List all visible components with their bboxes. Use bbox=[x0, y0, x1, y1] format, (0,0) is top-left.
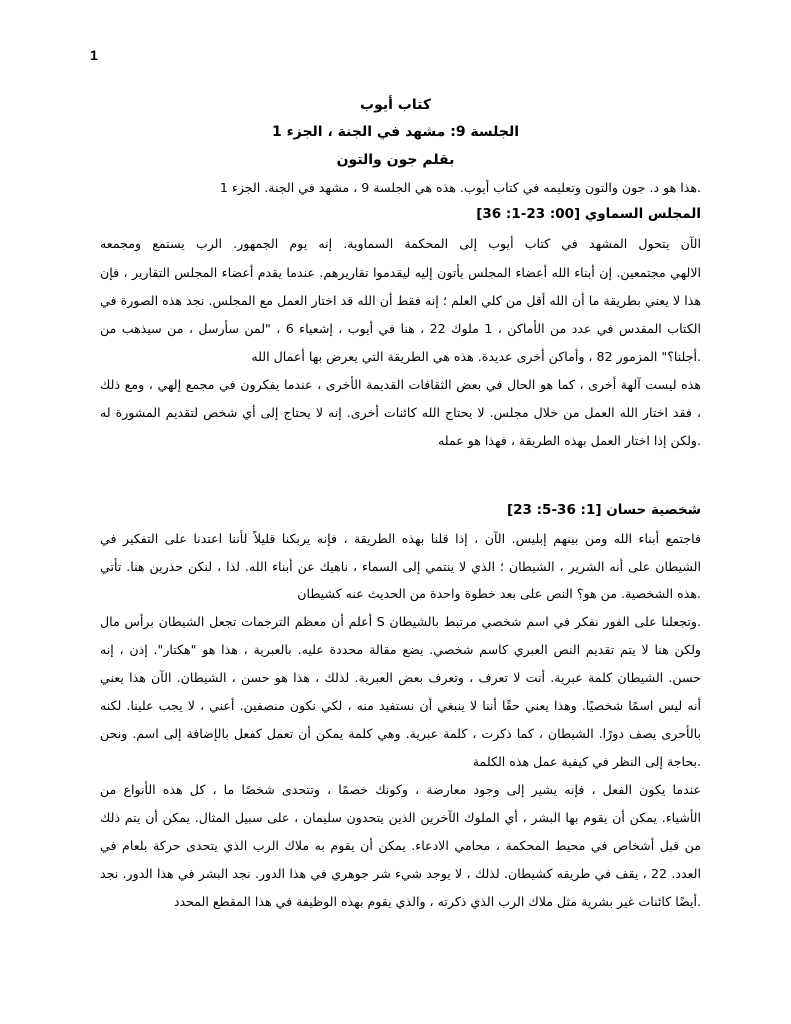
paragraph-line: العدد. 22 ، يقف في طريقه كشيطان. لذلك ، لا يوجد شيء شر جوهري في هذا الدور. نجد البشر في هذا الدور. نجد bbox=[100, 866, 701, 881]
paragraph-line: ، فقد اختار الله العمل من خلال مجلس. لا يحتاج الله كائنات أخرى. إنه لا يحتاج إلى أي شخص لتقديم المشورة له bbox=[100, 405, 701, 420]
paragraph-line: .أيضًا كائنات غير بشرية مثل ملاك الرب الذي ذكرته ، والذي يقوم بهذه الوظيفة في هذا المقطع المحدد bbox=[173, 894, 701, 909]
paragraph-line: .ولكن إذا اختار العمل بهذه الطريقة ، فهذا هو عمله bbox=[438, 433, 701, 448]
author-line: بقلم جون والتون bbox=[336, 152, 455, 168]
paragraph-line: بالأحرى يصف دورًا. الشيطان ، كما ذكرت ، كلمة عبرية. وهي كلمة يمكن أن تعمل كفعل بالإضافة إلى اسم. ونحن bbox=[100, 726, 701, 741]
session-title: الجلسة 9: مشهد في الجنة ، الجزء 1 bbox=[271, 124, 520, 140]
intro-paragraph: .هذا هو د. جون والتون وتعليمه في كتاب أيوب. هذه هي الجلسة 9 ، مشهد في الجنة. الجزء 1 bbox=[219, 180, 701, 195]
paragraph-line: عندما يكون الفعل ، فإنه يشير إلى وجود معارضة ، وكونك خصمًا ، وتتحدى شخصًا ما ، كل هذه الأنواع من bbox=[100, 782, 701, 797]
paragraph-line: .هذه الشخصية. من هو؟ النص على بعد خطوة واحدة من الحديث عنه كشيطان bbox=[297, 586, 701, 601]
paragraph-line: .بحاجة إلى النظر في كيفية عمل هذه الكلمة bbox=[472, 754, 701, 769]
paragraph-line: هذا لا يعني بطريقة ما أن الله أقل من كلي العلم ؛ إنه فقط أن الله قد اختار العمل مع المجلس. نجد هذه الصورة في bbox=[100, 293, 701, 308]
section-heading: شخصية حسان [1: 36-5: 23] bbox=[506, 502, 701, 518]
paragraph-line: .أجلنا؟" المزمور 82 ، وأماكن أخرى عديدة. هذه هي الطريقة التي يعرض بها أعمال الله bbox=[251, 349, 701, 364]
paragraph-line: أنه ليس اسمًا شخصيًا. وهذا يعني حقًا أننا لا ينبغي أن نستفيد منه ، لكي نكون منصفين. أعني ، لا يجب علينا. لكنه bbox=[100, 698, 701, 713]
paragraph-line: .وتجعلنا على الفور نفكر في اسم شخصي مرتبط بالشيطان S أعلم أن معظم الترجمات تجعل الشيطان برأس مال bbox=[100, 614, 701, 629]
paragraph-line: الشيطان على أنه الشرير ، الشيطان ؛ الذي لا ينتمي إلى السماء ، ناهيك عن أبناء الله. لذا ، لنكن حذرين هنا. تأتي bbox=[100, 559, 701, 574]
paragraph-line: ولكن هنا لا يتم تقديم النص العبري كاسم شخصي. يضع مقالة محددة عليه. بالعبرية ، هذا هو "هكتار". إذن ، إنه bbox=[100, 642, 701, 657]
paragraph-line: الآن يتحول المشهد في كتاب أيوب إلى المحكمة السماوية. إنه يوم الجمهور. الرب يستمع ومجمعه bbox=[100, 236, 701, 251]
paragraph-line: من قبل أشخاص في محيط المحكمة ، محامي الادعاء. يمكن أن يقوم به ملاك الرب الذي يتحدى حركة بلعام في bbox=[100, 838, 701, 853]
paragraph-line: حسن. الشيطان كلمة عبرية. أنت لا تعرف ، وتعرف بعض العبرية. لذلك ، هذا هو حسن ، الشيطان. الآن هذا يعني bbox=[100, 670, 701, 685]
paragraph-line: فاجتمع أبناء الله ومن بينهم إبليس. الآن ، إذا قلنا بهذه الطريقة ، فإنه يربكنا قليلاً لأننا اعتدنا على التفكير في bbox=[100, 531, 701, 546]
section-heading: المجلس السماوي [00: 23-1: 36] bbox=[476, 206, 701, 222]
page-number: 1 bbox=[90, 47, 98, 63]
book-title: كتاب أيوب bbox=[360, 97, 431, 113]
paragraph-line: الأشياء. يمكن أن يقوم بها البشر ، أي الملوك الآخرين الذين يتحدون سليمان ، على سبيل المثال. يمكن أن يتم ذلك bbox=[100, 810, 701, 825]
paragraph-line: الالهي مجتمعين. إن أبناء الله أعضاء المجلس يأتون إليه ليقدموا تقاريرهم. عندما يقدم أعضاء المجلس التقارير ، فإن bbox=[100, 265, 701, 280]
paragraph-line: هذه ليست آلهة أخرى ، كما هو الحال في بعض الثقافات القديمة الأخرى ، عندما يفكرون في مجمع إلهي ، ومع ذلك bbox=[100, 377, 701, 392]
paragraph-line: الكتاب المقدس في عدد من الأماكن ، 1 ملوك 22 ، هنا في أيوب ، إشعياء 6 ، "لمن سأرسل ، من سيذهب من bbox=[100, 321, 701, 336]
